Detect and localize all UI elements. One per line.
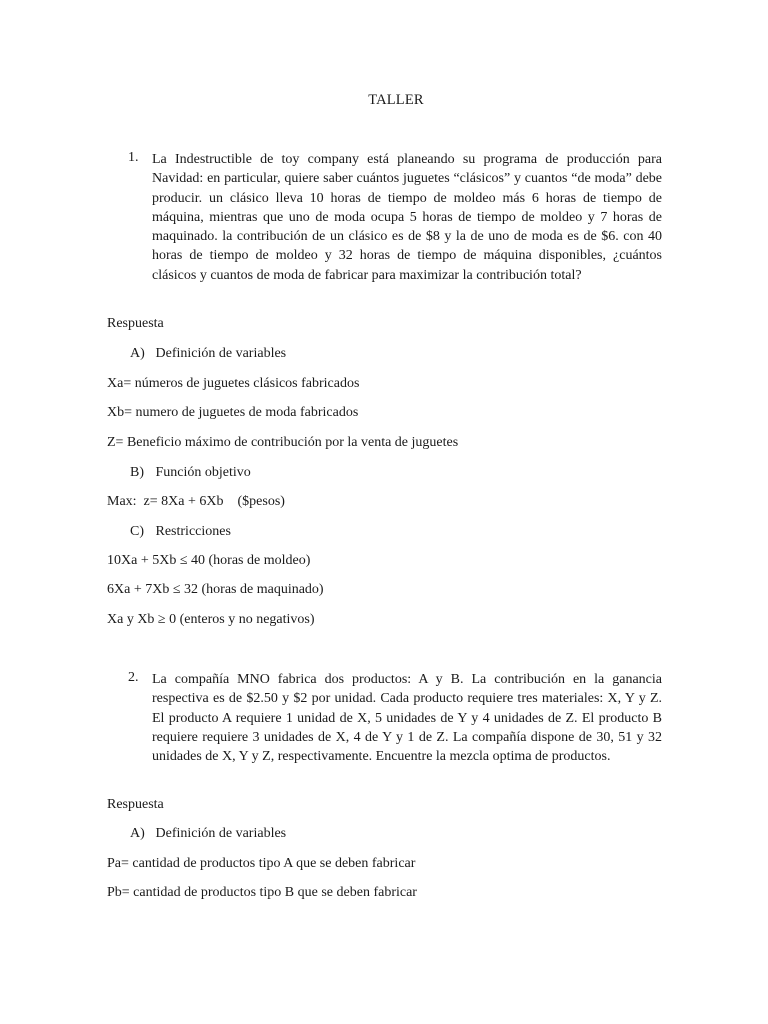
- section-heading-a: [130, 346, 286, 362]
- question-text: La Indestructible de toy company está planeando su programa de producción para Navidad: en particular, quiere saber cuántos juguetes “clásicos” y cuantos “de moda” debe producir. un clásico lleva 10 horas de tiempo de moldeo más 6 horas de tiempo de máquina, mientras que uno de moda ocupa 5 horas de tiempo de moldeo y 7 horas de maquinado. la contribución de un clásico es de $8 y la de uno de moda es de $6. con 40 horas de tiempo de moldeo y 32 horas de tiempo de máquina disponibles, ¿cuántos clásicos y cuantos de moda de fabricar para maximizar la contribución total?: [152, 152, 662, 283]
- restriction-3: Xa y Xb ≥ 0 (enteros y no negativos): [107, 612, 315, 627]
- section-letter: B): [130, 465, 144, 480]
- question-1: [128, 150, 662, 285]
- question-2: [128, 670, 662, 766]
- variable-xb: Xb= numero de juguetes de moda fabricados: [107, 405, 359, 420]
- answer-label: Respuesta: [107, 797, 164, 812]
- section-title: Restricciones: [155, 524, 231, 539]
- section-title: Función objetivo: [155, 465, 251, 480]
- page-title: TALLER: [368, 92, 424, 108]
- answer-label: Respuesta: [107, 316, 164, 331]
- section-letter: A): [130, 346, 145, 361]
- restriction-2: 6Xa + 7Xb ≤ 32 (horas de maquinado): [107, 582, 324, 597]
- question-number: 1.: [128, 150, 139, 165]
- variable-xa: Xa= números de juguetes clásicos fabricados: [107, 376, 360, 391]
- variable-pa: Pa= cantidad de productos tipo A que se deben fabricar: [107, 856, 416, 871]
- section-title: Definición de variables: [155, 346, 287, 361]
- section-heading-c: [130, 524, 231, 540]
- variable-z: Z= Beneficio máximo de contribución por la venta de juguetes: [107, 435, 459, 450]
- question-text: La compañía MNO fabrica dos productos: A y B. La contribución en la ganancia respectiva es de $2.50 y $2 por unidad. Cada producto requiere tres materiales: X, Y y Z. El producto A requiere 1 unidad de X, 5 unidades de Y y 4 unidades de Z. El producto B requiere requiere 3 unidades de X, 4 de Y y 1 de Z. La compañía dispone de 30, 51 y 32 unidades de X, Y y Z, respectivamente. Encuentre la mezcla optima de productos.: [152, 672, 662, 765]
- question-number: 2.: [128, 670, 139, 685]
- variable-pb: Pb= cantidad de productos tipo B que se deben fabricar: [107, 885, 417, 900]
- restriction-1: 10Xa + 5Xb ≤ 40 (horas de moldeo): [107, 553, 311, 568]
- section-letter: A): [130, 826, 145, 841]
- section-title: Definición de variables: [155, 826, 287, 841]
- section-letter: C): [130, 524, 144, 539]
- section-heading-b: [130, 465, 251, 481]
- section-heading-a: [130, 826, 286, 842]
- objective-function: Max: z= 8Xa + 6Xb ($pesos): [107, 494, 285, 509]
